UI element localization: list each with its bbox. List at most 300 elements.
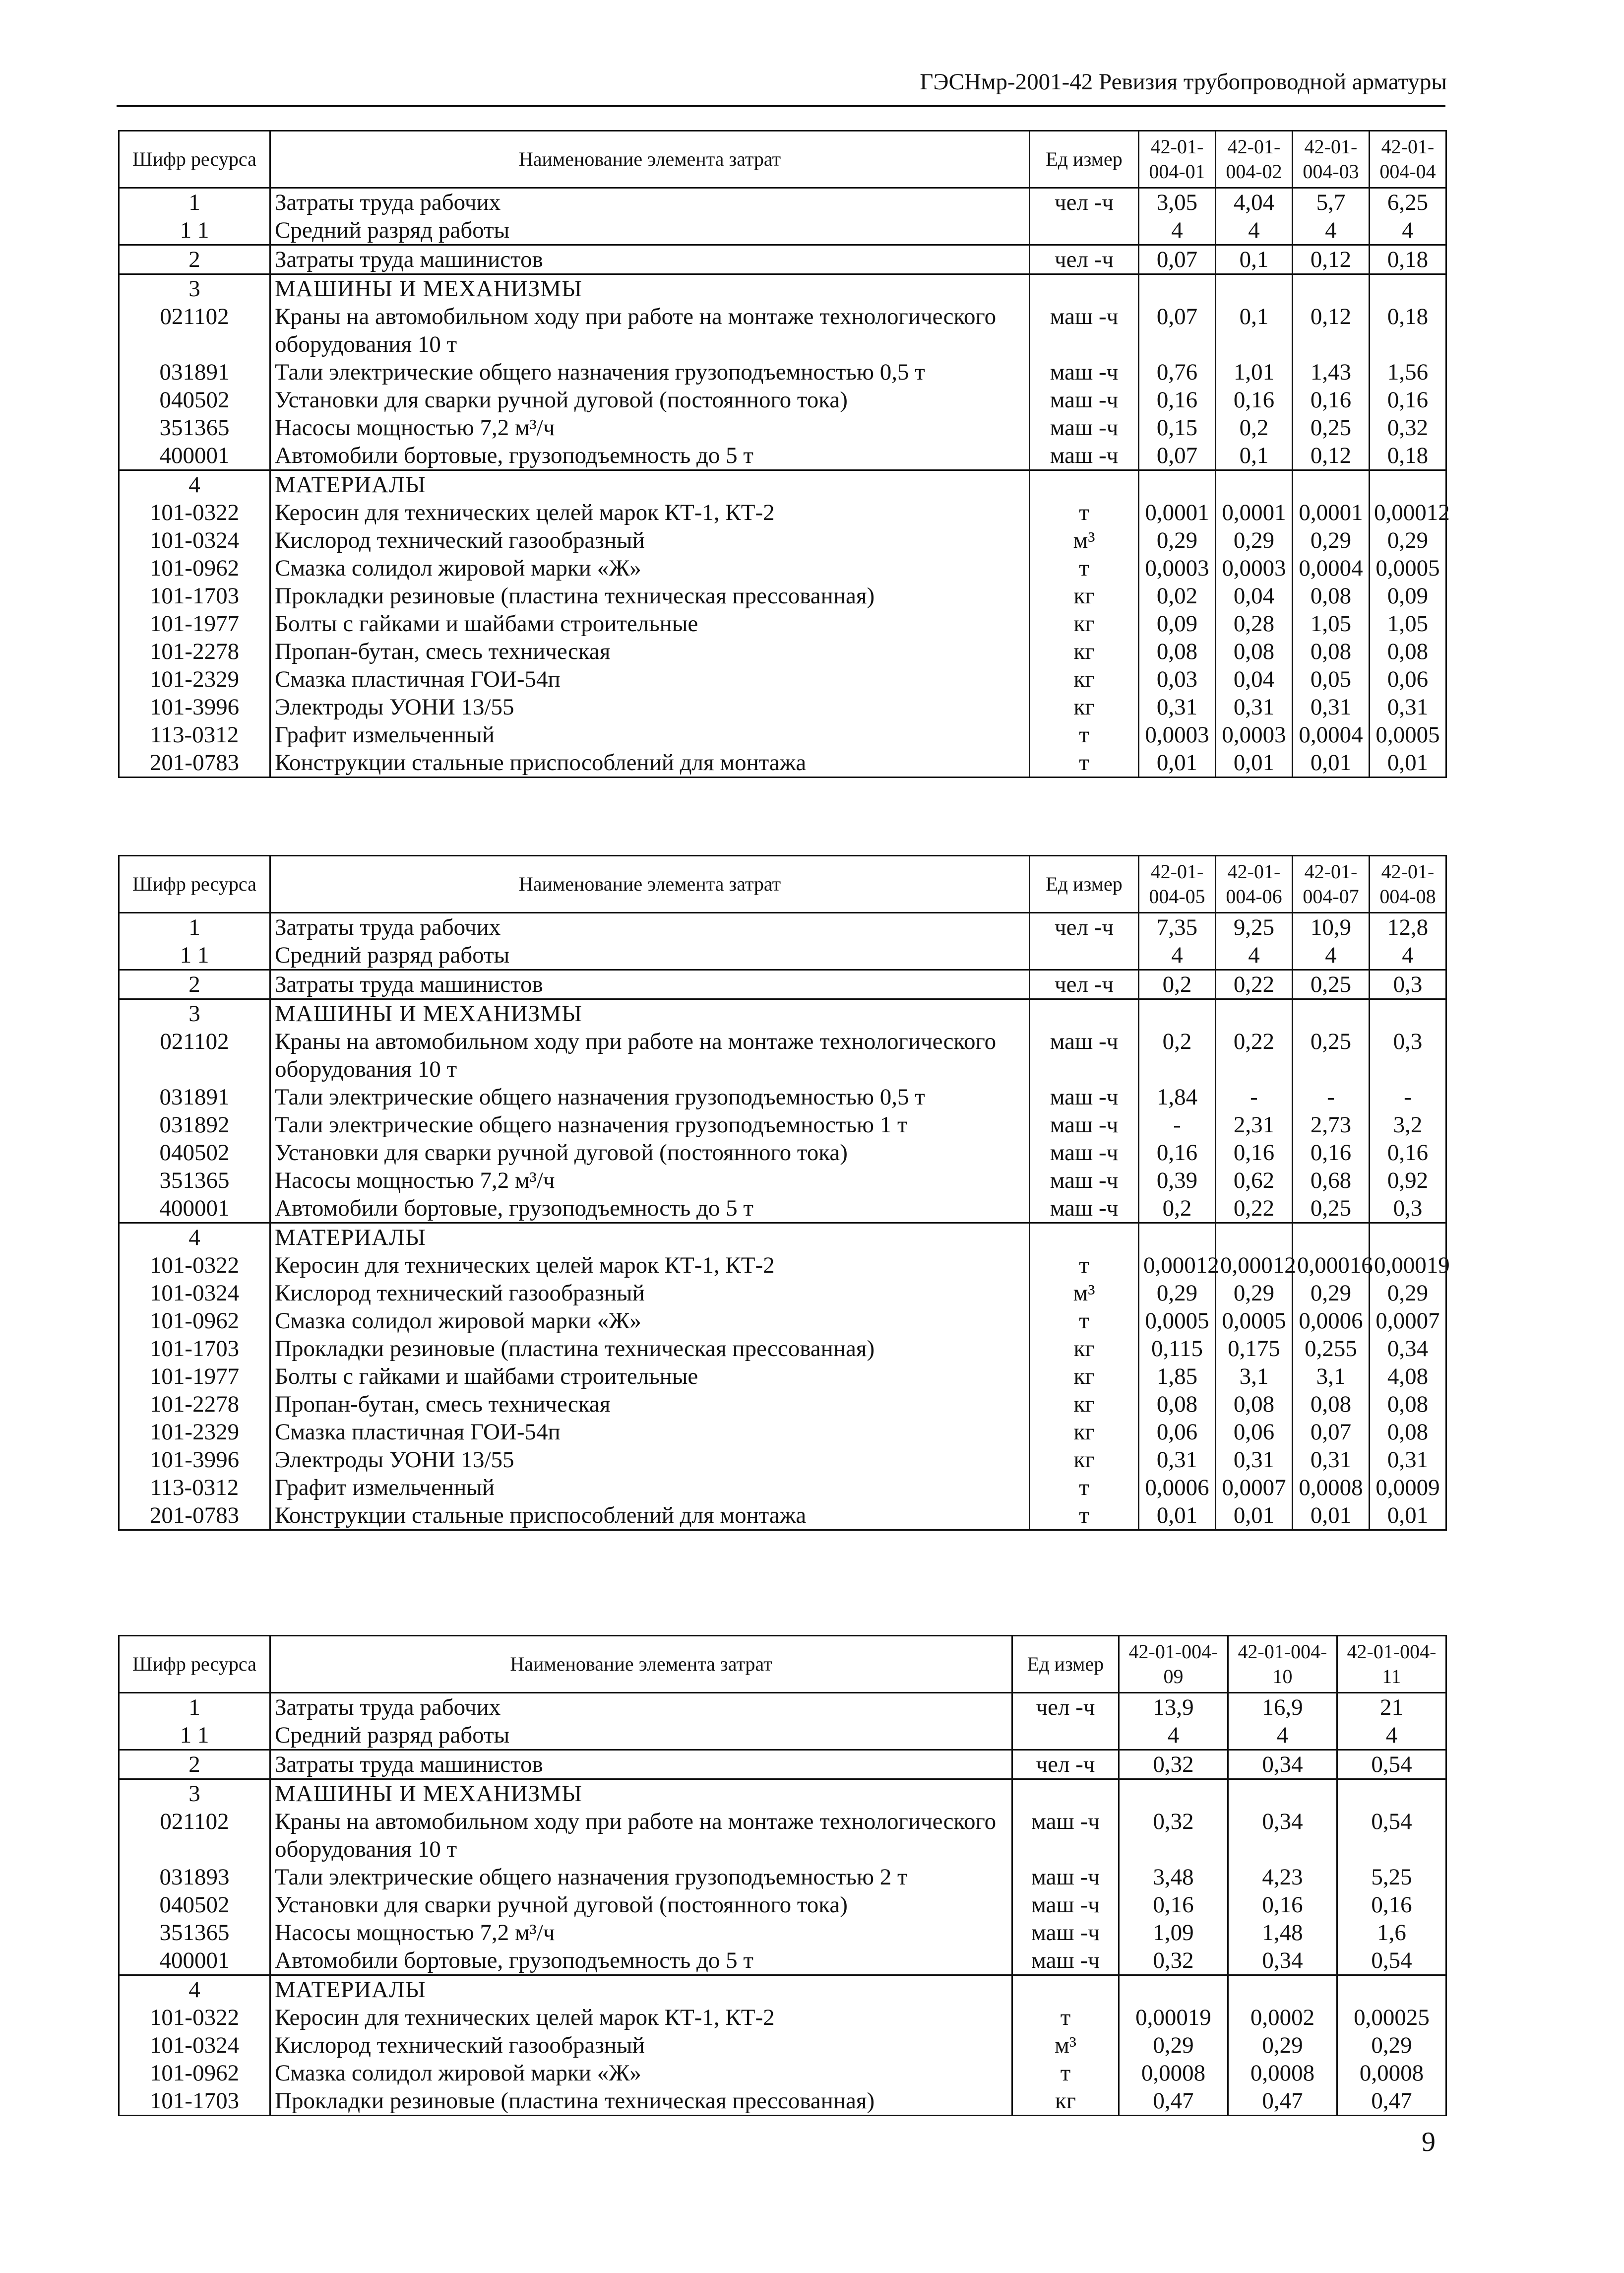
header-code: Шифр ресурса xyxy=(119,856,270,913)
norm-value: 0,0003 xyxy=(1139,721,1216,749)
norm-value: 0,07 xyxy=(1293,1418,1370,1446)
norm-value: 0,0005 xyxy=(1216,1307,1293,1335)
norm-value: 0,25 xyxy=(1293,1028,1370,1083)
norm-value: 0,16 xyxy=(1139,386,1216,414)
norm-value: 1,6 xyxy=(1337,1919,1446,1947)
norm-value: 0,39 xyxy=(1139,1167,1216,1194)
resource-unit: чел -ч xyxy=(1012,1750,1119,1779)
resource-code: 351365 xyxy=(119,414,270,442)
table-header-row xyxy=(119,131,1446,188)
table-row xyxy=(119,721,1446,749)
norm-value: 16,9 xyxy=(1228,1693,1337,1722)
table-row xyxy=(119,245,1446,274)
resource-name: Керосин для технических целей марок КТ-1, КТ-2 xyxy=(270,2004,1012,2031)
norm-value xyxy=(1139,999,1216,1028)
table-row xyxy=(119,442,1446,470)
section-title: МАТЕРИАЛЫ xyxy=(270,470,1030,499)
table-row xyxy=(119,913,1446,942)
norm-value: 1,01 xyxy=(1216,358,1293,386)
norm-value xyxy=(1370,470,1446,499)
resource-code: 400001 xyxy=(119,1194,270,1223)
norm-value: 13,9 xyxy=(1119,1693,1228,1722)
resource-name: Смазка солидол жировой марки «Ж» xyxy=(270,554,1030,582)
header-norm-code: 42-01-004-04 xyxy=(1370,131,1446,188)
resource-unit xyxy=(1030,470,1139,499)
norm-value: 0,16 xyxy=(1370,1139,1446,1167)
norm-value: 0,0001 xyxy=(1216,499,1293,526)
section-row xyxy=(119,1975,1446,2004)
norm-value xyxy=(1370,1223,1446,1252)
norm-value: 0,76 xyxy=(1139,358,1216,386)
norm-value: 0,16 xyxy=(1216,386,1293,414)
norm-value: 0,07 xyxy=(1139,303,1216,358)
norm-value xyxy=(1139,1223,1216,1252)
resource-unit xyxy=(1012,1779,1119,1808)
norm-value: 3,48 xyxy=(1119,1863,1228,1891)
table-row xyxy=(119,1335,1446,1363)
resource-code: 101-2278 xyxy=(119,1390,270,1418)
resource-unit xyxy=(1030,941,1139,970)
table-row xyxy=(119,941,1446,970)
resource-unit: т xyxy=(1030,1307,1139,1335)
norm-value: 0,06 xyxy=(1216,1418,1293,1446)
resource-code: 101-3996 xyxy=(119,693,270,721)
resource-code: 101-0322 xyxy=(119,499,270,526)
resource-table-2 xyxy=(118,855,1450,1531)
resource-name: Графит измельченный xyxy=(270,721,1030,749)
resource-code: 113-0312 xyxy=(119,1474,270,1501)
norm-value: 0,29 xyxy=(1216,526,1293,554)
header-name: Наименование элемента затрат xyxy=(270,1636,1012,1693)
resource-name: Электроды УОНИ 13/55 xyxy=(270,1446,1030,1474)
table-row xyxy=(119,1750,1446,1779)
norm-value xyxy=(1216,274,1293,303)
norm-value: 4,23 xyxy=(1228,1863,1337,1891)
header-norm-code: 42-01-004-07 xyxy=(1293,856,1370,913)
norm-value: 0,0009 xyxy=(1370,1474,1446,1501)
norm-value: 0,08 xyxy=(1293,638,1370,665)
resource-unit: т xyxy=(1030,721,1139,749)
norm-value: 0,32 xyxy=(1119,1750,1228,1779)
norm-value: 0,00012 xyxy=(1139,1251,1216,1279)
norm-value: 0,47 xyxy=(1119,2087,1228,2116)
resource-code: 351365 xyxy=(119,1919,270,1947)
norm-value: 0,3 xyxy=(1370,970,1446,999)
resource-name: Смазка солидол жировой марки «Ж» xyxy=(270,2059,1012,2087)
resource-unit: маш -ч xyxy=(1012,1863,1119,1891)
norm-value: 0,0005 xyxy=(1370,554,1446,582)
resource-unit: маш -ч xyxy=(1030,358,1139,386)
section-title: МАШИНЫ И МЕХАНИЗМЫ xyxy=(270,1779,1012,1808)
resource-code: 101-0962 xyxy=(119,554,270,582)
resource-name: Тали электрические общего назначения грузоподъемностью 0,5 т xyxy=(270,358,1030,386)
resource-table-3 xyxy=(118,1635,1447,2116)
norm-value: 1,84 xyxy=(1139,1083,1216,1111)
norm-value xyxy=(1293,1223,1370,1252)
norm-value xyxy=(1337,1779,1446,1808)
norm-value: 6,25 xyxy=(1370,188,1446,217)
resource-code: 2 xyxy=(119,1750,270,1779)
table-row xyxy=(119,1028,1446,1083)
resource-unit: кг xyxy=(1030,1418,1139,1446)
resource-code: 201-0783 xyxy=(119,1501,270,1530)
norm-value: 0,1 xyxy=(1216,303,1293,358)
header-norm-code: 42-01-004-06 xyxy=(1216,856,1293,913)
norm-value: 0,01 xyxy=(1216,1501,1293,1530)
resource-unit: кг xyxy=(1030,610,1139,638)
norm-value: 0,22 xyxy=(1216,1028,1293,1083)
table-row xyxy=(119,1194,1446,1223)
header-norm-code: 42-01-004-02 xyxy=(1216,131,1293,188)
resource-table-1 xyxy=(118,130,1450,778)
resource-name: Прокладки резиновые (пластина техническая прессованная) xyxy=(270,582,1030,610)
resource-code: 3 xyxy=(119,274,270,303)
norm-value: 0,01 xyxy=(1293,749,1370,778)
norm-value: 1,85 xyxy=(1139,1363,1216,1390)
norm-value: 4 xyxy=(1370,941,1446,970)
norm-value: 0,0006 xyxy=(1139,1474,1216,1501)
norm-value: 0,25 xyxy=(1293,414,1370,442)
norm-value: 0,28 xyxy=(1216,610,1293,638)
resource-unit: т xyxy=(1030,1251,1139,1279)
norm-value: 0,16 xyxy=(1293,386,1370,414)
norm-value: 1,43 xyxy=(1293,358,1370,386)
table-row xyxy=(119,526,1446,554)
norm-value: 0,31 xyxy=(1216,1446,1293,1474)
resource-unit: маш -ч xyxy=(1030,1083,1139,1111)
resource-code: 101-0324 xyxy=(119,1279,270,1307)
table-row xyxy=(119,1863,1446,1891)
table-row xyxy=(119,693,1446,721)
table-row xyxy=(119,2031,1446,2059)
resource-unit: маш -ч xyxy=(1012,1919,1119,1947)
norm-value: 0,29 xyxy=(1337,2031,1446,2059)
resource-unit: м³ xyxy=(1030,1279,1139,1307)
norm-value: 7,35 xyxy=(1139,913,1216,942)
resource-name: Затраты труда рабочих xyxy=(270,913,1030,942)
resource-name: Средний разряд работы xyxy=(270,216,1030,245)
norm-value: 0,29 xyxy=(1228,2031,1337,2059)
resource-code: 351365 xyxy=(119,1167,270,1194)
norm-value: 0,08 xyxy=(1370,638,1446,665)
resource-unit: т xyxy=(1030,1474,1139,1501)
resource-unit: маш -ч xyxy=(1030,386,1139,414)
norm-value: 0,0001 xyxy=(1293,499,1370,526)
section-row xyxy=(119,274,1446,303)
table-row xyxy=(119,216,1446,245)
norm-value: 1,09 xyxy=(1119,1919,1228,1947)
section-row xyxy=(119,999,1446,1028)
resource-unit: маш -ч xyxy=(1030,414,1139,442)
norm-value: 0,34 xyxy=(1370,1335,1446,1363)
norm-value: 0,01 xyxy=(1139,749,1216,778)
norm-value: 0,0007 xyxy=(1216,1474,1293,1501)
norm-value: 0,06 xyxy=(1370,665,1446,693)
norm-value: 0,07 xyxy=(1139,245,1216,274)
norm-value: 3,1 xyxy=(1293,1363,1370,1390)
header-norm-code: 42-01-004-09 xyxy=(1119,1636,1228,1693)
resource-name: Краны на автомобильном ходу при работе на монтаже технологического оборудования 10 т xyxy=(270,303,1030,358)
resource-name: Краны на автомобильном ходу при работе на монтаже технологического оборудования 10 т xyxy=(270,1028,1030,1083)
norm-value: - xyxy=(1293,1083,1370,1111)
resource-unit: кг xyxy=(1030,582,1139,610)
header-norm-code: 42-01-004-05 xyxy=(1139,856,1216,913)
resource-unit: маш -ч xyxy=(1030,303,1139,358)
norm-value: 0,01 xyxy=(1139,1501,1216,1530)
resource-name: Насосы мощностью 7,2 м³/ч xyxy=(270,1167,1030,1194)
table-row xyxy=(119,303,1446,358)
resource-name: Средний разряд работы xyxy=(270,1721,1012,1750)
resource-name: Керосин для технических целей марок КТ-1, КТ-2 xyxy=(270,499,1030,526)
norm-value: 0,0007 xyxy=(1370,1307,1446,1335)
header-divider xyxy=(117,105,1445,107)
header-name: Наименование элемента затрат xyxy=(270,131,1030,188)
norm-value: 9,25 xyxy=(1216,913,1293,942)
table-row xyxy=(119,1446,1446,1474)
table-row xyxy=(119,386,1446,414)
norm-value: 0,29 xyxy=(1119,2031,1228,2059)
section-title: МАШИНЫ И МЕХАНИЗМЫ xyxy=(270,999,1030,1028)
resource-code: 400001 xyxy=(119,1947,270,1975)
norm-value: 0,31 xyxy=(1139,693,1216,721)
resource-code: 101-3996 xyxy=(119,1446,270,1474)
table-row xyxy=(119,1947,1446,1975)
norm-value xyxy=(1293,470,1370,499)
table-row xyxy=(119,358,1446,386)
norm-value: 0,00019 xyxy=(1370,1251,1446,1279)
norm-value: 0,2 xyxy=(1139,1194,1216,1223)
section-row xyxy=(119,1223,1446,1252)
norm-value: 4 xyxy=(1119,1721,1228,1750)
norm-value xyxy=(1139,274,1216,303)
norm-value xyxy=(1228,1779,1337,1808)
resource-unit: т xyxy=(1012,2004,1119,2031)
resource-name: Пропан-бутан, смесь техническая xyxy=(270,638,1030,665)
norm-value: 0,0003 xyxy=(1139,554,1216,582)
table-row xyxy=(119,1418,1446,1446)
resource-unit: маш -ч xyxy=(1030,1028,1139,1083)
resource-unit: кг xyxy=(1030,1446,1139,1474)
resource-code: 040502 xyxy=(119,386,270,414)
header-unit: Ед измер xyxy=(1012,1636,1119,1693)
norm-value: 0,31 xyxy=(1293,693,1370,721)
resource-unit: т xyxy=(1030,499,1139,526)
resource-code: 1 xyxy=(119,188,270,217)
resource-unit: м³ xyxy=(1030,526,1139,554)
norm-value: 4 xyxy=(1216,216,1293,245)
norm-value: 3,2 xyxy=(1370,1111,1446,1139)
table-row xyxy=(119,665,1446,693)
table-row xyxy=(119,1919,1446,1947)
resource-name: Затраты труда рабочих xyxy=(270,1693,1012,1722)
resource-unit: маш -ч xyxy=(1030,1194,1139,1223)
norm-value: - xyxy=(1139,1111,1216,1139)
resource-name: Конструкции стальные приспособлений для монтажа xyxy=(270,749,1030,778)
norm-value: 0,02 xyxy=(1139,582,1216,610)
resource-code: 101-0962 xyxy=(119,2059,270,2087)
norm-value: 0,47 xyxy=(1337,2087,1446,2116)
resource-code: 4 xyxy=(119,1975,270,2004)
norm-value xyxy=(1370,274,1446,303)
norm-value xyxy=(1293,274,1370,303)
resource-name: Затраты труда машинистов xyxy=(270,970,1030,999)
resource-unit: маш -ч xyxy=(1012,1808,1119,1863)
resource-code: 2 xyxy=(119,970,270,999)
resource-name: Тали электрические общего назначения грузоподъемностью 0,5 т xyxy=(270,1083,1030,1111)
resource-name: Кислород технический газообразный xyxy=(270,526,1030,554)
norm-value: 0,115 xyxy=(1139,1335,1216,1363)
resource-code: 101-1703 xyxy=(119,1335,270,1363)
resource-unit xyxy=(1030,999,1139,1028)
norm-value: 0,12 xyxy=(1293,303,1370,358)
norm-value: 0,54 xyxy=(1337,1808,1446,1863)
norm-value: 4 xyxy=(1139,941,1216,970)
table-row xyxy=(119,638,1446,665)
table-row xyxy=(119,1808,1446,1863)
resource-code: 021102 xyxy=(119,1028,270,1083)
norm-value: 0,0005 xyxy=(1139,1307,1216,1335)
table-row xyxy=(119,1307,1446,1335)
resource-name: Насосы мощностью 7,2 м³/ч xyxy=(270,414,1030,442)
table-row xyxy=(119,1693,1446,1722)
resource-name: Затраты труда машинистов xyxy=(270,245,1030,274)
norm-value xyxy=(1228,1975,1337,2004)
resource-code: 1 1 xyxy=(119,1721,270,1750)
resource-unit: кг xyxy=(1030,693,1139,721)
table-row xyxy=(119,414,1446,442)
resource-unit: кг xyxy=(1030,638,1139,665)
norm-value: 0,54 xyxy=(1337,1750,1446,1779)
table-row xyxy=(119,1474,1446,1501)
resource-unit xyxy=(1030,274,1139,303)
norm-value: 0,08 xyxy=(1216,638,1293,665)
norm-value: 0,0008 xyxy=(1228,2059,1337,2087)
norm-value: 0,31 xyxy=(1139,1446,1216,1474)
resource-unit: чел -ч xyxy=(1030,188,1139,217)
resource-name: Автомобили бортовые, грузоподъемность до 5 т xyxy=(270,1947,1012,1975)
table-row xyxy=(119,1390,1446,1418)
resource-code: 400001 xyxy=(119,442,270,470)
resource-code: 021102 xyxy=(119,303,270,358)
resource-name: Установки для сварки ручной дуговой (постоянного тока) xyxy=(270,1139,1030,1167)
norm-value: 4,04 xyxy=(1216,188,1293,217)
header-norm-code: 42-01-004-10 xyxy=(1228,1636,1337,1693)
norm-value xyxy=(1370,999,1446,1028)
norm-value: 4 xyxy=(1370,216,1446,245)
resource-unit: маш -ч xyxy=(1030,1139,1139,1167)
norm-value: 4 xyxy=(1228,1721,1337,1750)
resource-unit xyxy=(1012,1721,1119,1750)
norm-value: 2,73 xyxy=(1293,1111,1370,1139)
resource-code: 101-0322 xyxy=(119,1251,270,1279)
resource-unit: чел -ч xyxy=(1012,1693,1119,1722)
header-norm-code: 42-01-004-03 xyxy=(1293,131,1370,188)
resource-code: 040502 xyxy=(119,1891,270,1919)
norm-value: 0,29 xyxy=(1370,526,1446,554)
resource-unit xyxy=(1030,216,1139,245)
norm-value xyxy=(1216,470,1293,499)
norm-value: 0,29 xyxy=(1293,1279,1370,1307)
resource-name: Автомобили бортовые, грузоподъемность до 5 т xyxy=(270,442,1030,470)
norm-value: 0,29 xyxy=(1293,526,1370,554)
table-row xyxy=(119,188,1446,217)
resource-code: 040502 xyxy=(119,1139,270,1167)
norm-value: 0,0006 xyxy=(1293,1307,1370,1335)
table-row xyxy=(119,1111,1446,1139)
section-row xyxy=(119,1779,1446,1808)
norm-value: 0,08 xyxy=(1216,1390,1293,1418)
norm-value: 0,29 xyxy=(1216,1279,1293,1307)
norm-value: 0,0008 xyxy=(1337,2059,1446,2087)
table-row xyxy=(119,749,1446,778)
norm-value: 0,3 xyxy=(1370,1194,1446,1223)
norm-value: 0,16 xyxy=(1119,1891,1228,1919)
norm-value: 0,01 xyxy=(1216,749,1293,778)
resource-name: Пропан-бутан, смесь техническая xyxy=(270,1390,1030,1418)
resource-code: 101-2329 xyxy=(119,665,270,693)
resource-unit: т xyxy=(1030,1501,1139,1530)
norm-value: 0,08 xyxy=(1139,638,1216,665)
resource-name: Средний разряд работы xyxy=(270,941,1030,970)
resource-code: 031893 xyxy=(119,1863,270,1891)
norm-value: 0,08 xyxy=(1293,1390,1370,1418)
norm-value: 4 xyxy=(1139,216,1216,245)
resource-unit: т xyxy=(1030,554,1139,582)
resource-name: Краны на автомобильном ходу при работе на монтаже технологического оборудования 10 т xyxy=(270,1808,1012,1863)
norm-value xyxy=(1293,999,1370,1028)
norm-value: 4 xyxy=(1293,941,1370,970)
norm-value: 0,08 xyxy=(1139,1390,1216,1418)
norm-value: 0,09 xyxy=(1139,610,1216,638)
resource-unit: кг xyxy=(1030,1390,1139,1418)
norm-value: 0,08 xyxy=(1370,1390,1446,1418)
norm-value: 0,31 xyxy=(1293,1446,1370,1474)
norm-value: 0,47 xyxy=(1228,2087,1337,2116)
resource-code: 3 xyxy=(119,1779,270,1808)
norm-value: 0,09 xyxy=(1370,582,1446,610)
norm-value: 0,32 xyxy=(1370,414,1446,442)
resource-code: 113-0312 xyxy=(119,721,270,749)
norm-value: 5,7 xyxy=(1293,188,1370,217)
norm-value: 0,0008 xyxy=(1119,2059,1228,2087)
norm-value: 0,01 xyxy=(1293,1501,1370,1530)
norm-value: 0,18 xyxy=(1370,245,1446,274)
resource-code: 031891 xyxy=(119,1083,270,1111)
norm-value: 0,32 xyxy=(1119,1947,1228,1975)
resource-unit: чел -ч xyxy=(1030,245,1139,274)
resource-code: 101-1703 xyxy=(119,2087,270,2116)
resource-code: 031892 xyxy=(119,1111,270,1139)
norm-value xyxy=(1216,999,1293,1028)
norm-value: 3,1 xyxy=(1216,1363,1293,1390)
resource-code: 021102 xyxy=(119,1808,270,1863)
norm-value: 0,0005 xyxy=(1370,721,1446,749)
norm-value: 0,62 xyxy=(1216,1167,1293,1194)
table-row xyxy=(119,2087,1446,2116)
resource-code: 1 1 xyxy=(119,941,270,970)
norm-value: 1,48 xyxy=(1228,1919,1337,1947)
norm-value: 0,0002 xyxy=(1228,2004,1337,2031)
norm-value: 0,25 xyxy=(1293,1194,1370,1223)
resource-name: Конструкции стальные приспособлений для монтажа xyxy=(270,1501,1030,1530)
norm-value: 0,16 xyxy=(1370,386,1446,414)
resource-code: 201-0783 xyxy=(119,749,270,778)
norm-value: 0,1 xyxy=(1216,442,1293,470)
norm-value: 0,3 xyxy=(1370,1028,1446,1083)
norm-value: 0,16 xyxy=(1337,1891,1446,1919)
resource-unit: кг xyxy=(1030,1335,1139,1363)
resource-code: 101-2278 xyxy=(119,638,270,665)
